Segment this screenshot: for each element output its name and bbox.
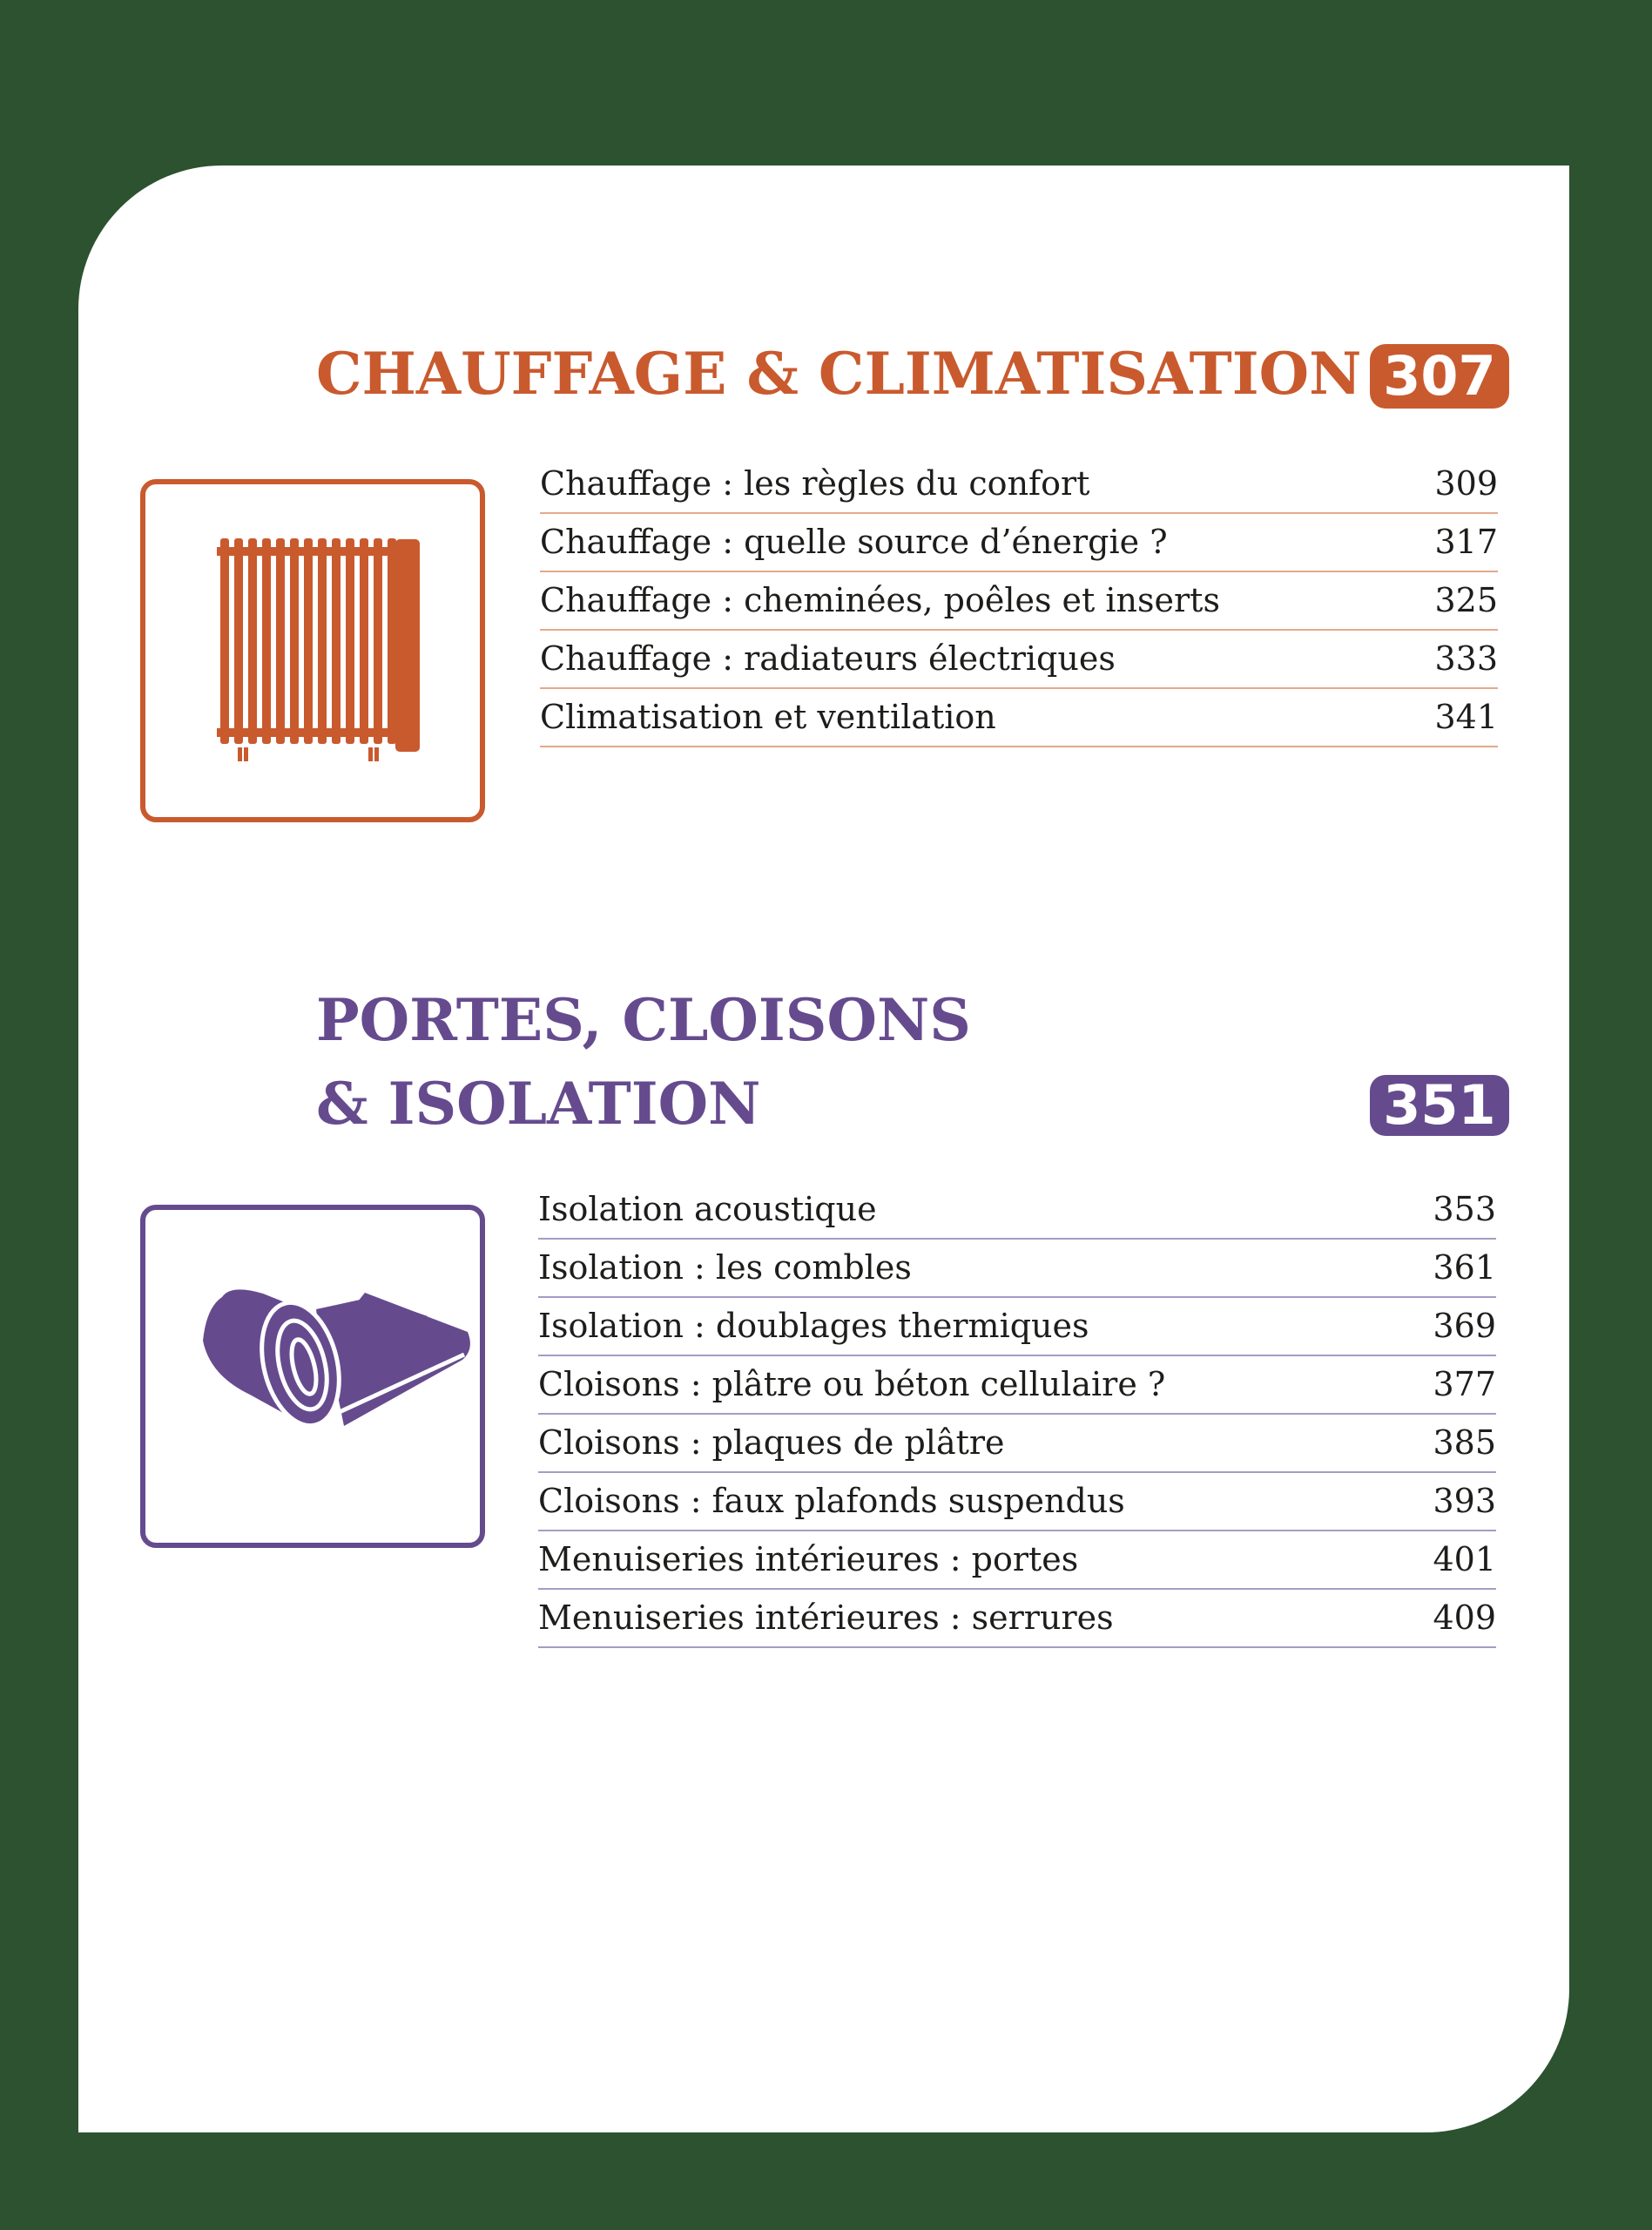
toc-entry-label: Menuiseries intérieures : portes [538,1540,1079,1578]
section-title [316,978,971,1145]
toc-entry-page: 325 [1434,581,1498,619]
toc-entry-label: Isolation : les combles [538,1248,912,1287]
toc-entry-page: 317 [1434,523,1498,561]
toc-entry[interactable] [538,1415,1496,1473]
radiator-icon [145,484,480,817]
toc-entry-label: Climatisation et ventilation [540,698,996,736]
toc-entry-page: 309 [1434,464,1498,503]
toc-entry-label: Menuiseries intérieures : serrures [538,1598,1114,1637]
section-page-badge[interactable]: 351 [1370,1075,1509,1136]
toc-entry-label: Cloisons : faux plafonds suspendus [538,1482,1125,1520]
section-title [316,332,1361,416]
toc-entry-label: Isolation acoustique [538,1190,877,1228]
section-page-badge[interactable]: 307 [1370,344,1509,409]
toc-entry-label: Cloisons : plaques de plâtre [538,1423,1005,1462]
toc-entry[interactable] [538,1181,1496,1240]
toc-entry-page: 361 [1433,1248,1496,1287]
toc-entry-label: Chauffage : radiateurs électriques [540,639,1116,678]
toc-entry[interactable] [538,1240,1496,1298]
toc-entry-page: 377 [1433,1365,1496,1403]
toc-entry[interactable] [538,1590,1496,1648]
toc-entry[interactable] [540,631,1498,689]
insulation-roll-icon [145,1210,480,1543]
toc-list [540,456,1498,747]
toc-entry[interactable] [538,1298,1496,1356]
toc-entry[interactable] [540,689,1498,747]
section-title-line: & ISOLATION [316,1070,761,1138]
toc-entry-page: 401 [1433,1540,1496,1578]
toc-entry-label: Chauffage : les règles du confort [540,464,1090,503]
section-title-line: PORTES, CLOISONS [316,986,971,1054]
toc-entry-label: Cloisons : plâtre ou béton cellulaire ? [538,1365,1166,1403]
toc-entry-page: 353 [1433,1190,1496,1228]
radiator-icon-box [140,479,485,822]
toc-entry-label: Isolation : doublages thermiques [538,1307,1089,1345]
toc-entry-page: 393 [1433,1482,1496,1520]
toc-entry-label: Chauffage : quelle source d’énergie ? [540,523,1168,561]
toc-entry[interactable] [540,456,1498,514]
toc-entry[interactable] [538,1473,1496,1531]
toc-entry-page: 333 [1434,639,1498,678]
toc-entry[interactable] [540,572,1498,631]
toc-entry-page: 341 [1434,698,1498,736]
toc-entry-label: Chauffage : cheminées, poêles et inserts [540,581,1220,619]
toc-entry[interactable] [538,1356,1496,1415]
toc-entry[interactable] [540,514,1498,572]
toc-entry-page: 385 [1433,1423,1496,1462]
toc-entry[interactable] [538,1531,1496,1590]
insulation-icon-box [140,1205,485,1548]
section-title-line: CHAUFFAGE & CLIMATISATION [316,340,1362,408]
toc-entry-page: 409 [1433,1598,1496,1637]
toc-entry-page: 369 [1433,1307,1496,1345]
toc-list [538,1181,1496,1648]
